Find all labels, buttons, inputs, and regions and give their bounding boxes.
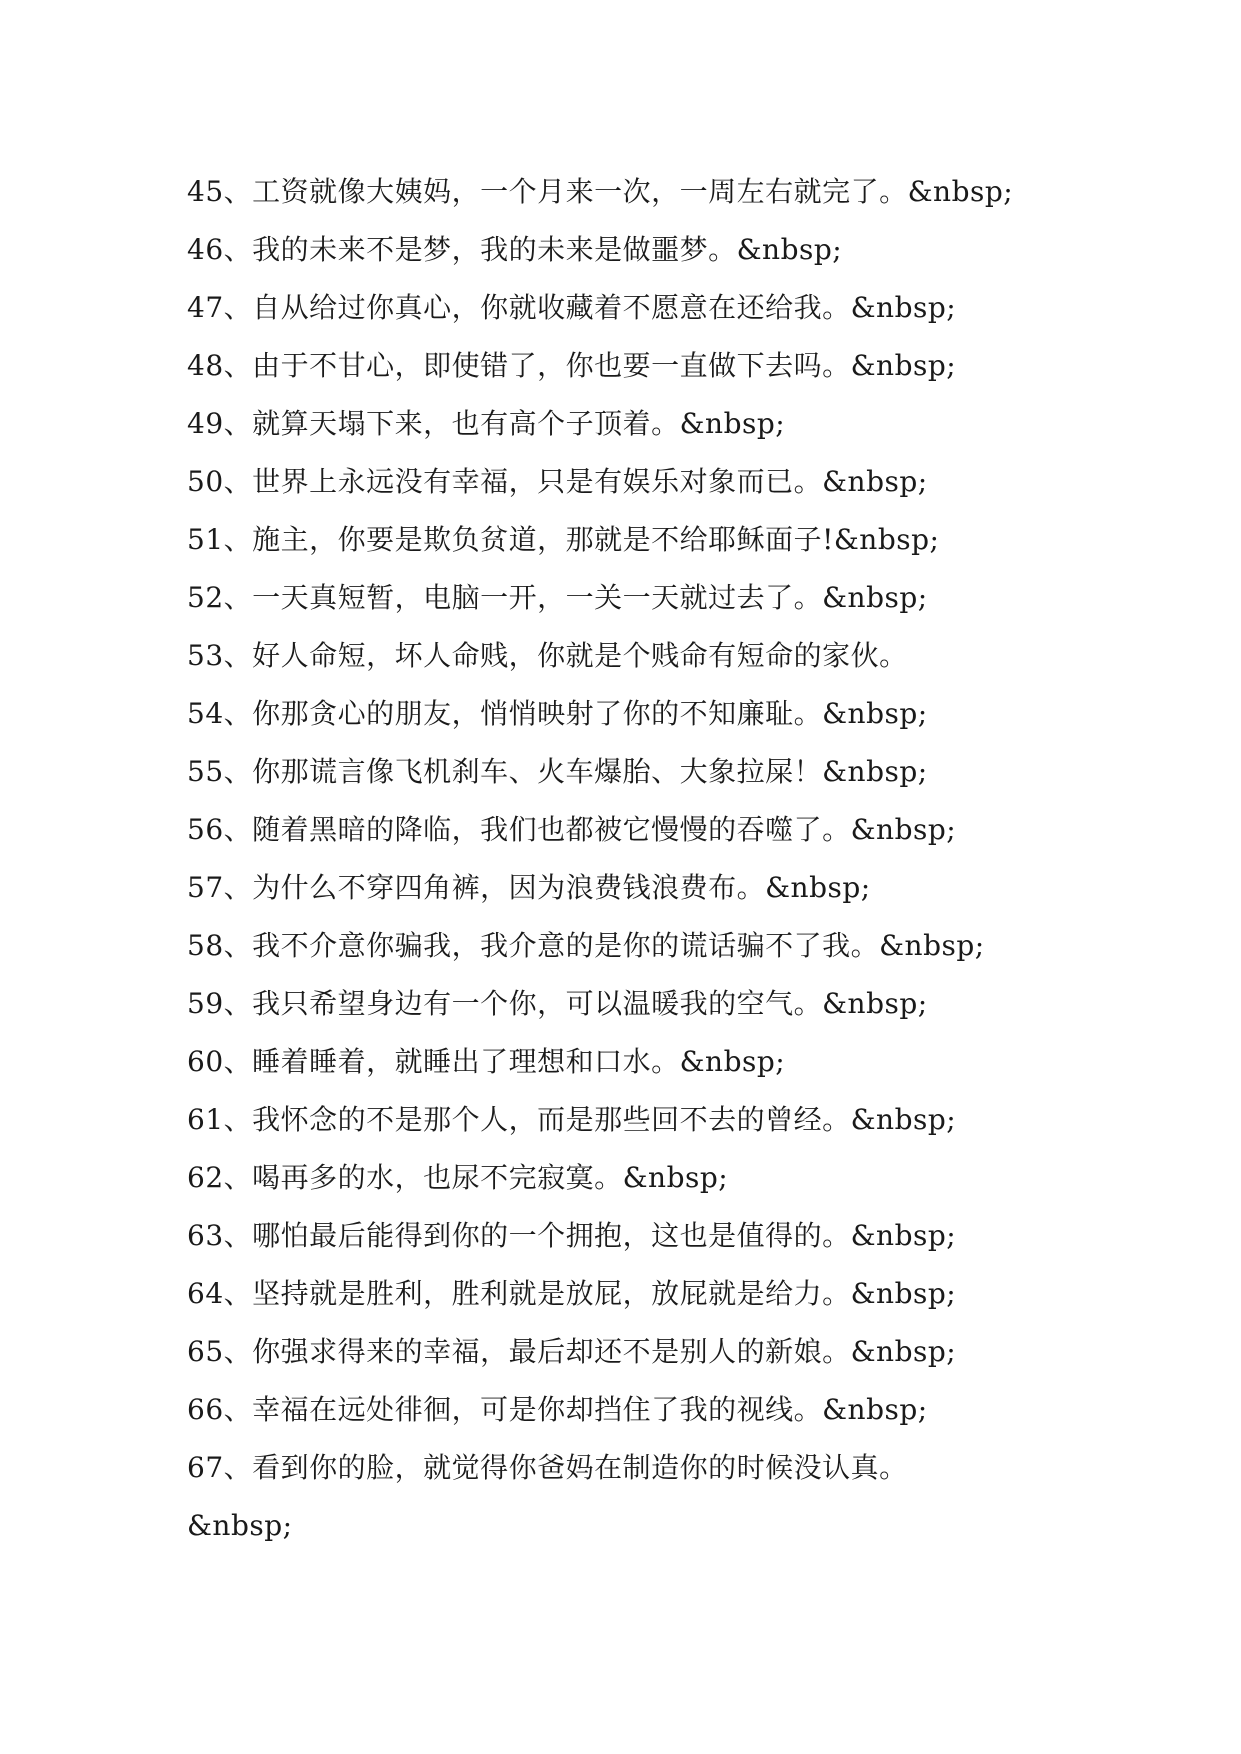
- text-line-59: 59、我只希望身边有一个你，可以温暖我的空气。&nbsp;: [187, 987, 928, 1020]
- text-line-56: 56、随着黑暗的降临，我们也都被它慢慢的吞噬了。&nbsp;: [187, 813, 957, 846]
- text-line-50: 50、世界上永远没有幸福，只是有娱乐对象而已。&nbsp;: [187, 465, 928, 498]
- text-line-62: 62、喝再多的水，也尿不完寂寞。&nbsp;: [187, 1161, 729, 1194]
- text-line-61: 61、我怀念的不是那个人，而是那些回不去的曾经。&nbsp;: [187, 1103, 957, 1136]
- text-line-60: 60、睡着睡着，就睡出了理想和口水。&nbsp;: [187, 1045, 786, 1078]
- text-line-55: 55、你那谎言像飞机刹车、火车爆胎、大象拉屎！&nbsp;: [187, 755, 928, 788]
- text-line-64: 64、坚持就是胜利，胜利就是放屁，放屁就是给力。&nbsp;: [187, 1277, 957, 1310]
- text-line-46: 46、我的未来不是梦，我的未来是做噩梦。&nbsp;: [187, 233, 843, 266]
- text-line-66: 66、幸福在远处徘徊，可是你却挡住了我的视线。&nbsp;: [187, 1393, 928, 1426]
- text-line-65: 65、你强求得来的幸福，最后却还不是别人的新娘。&nbsp;: [187, 1335, 957, 1368]
- text-line-58: 58、我不介意你骗我，我介意的是你的谎话骗不了我。&nbsp;: [187, 929, 985, 962]
- text-line-48: 48、由于不甘心，即使错了，你也要一直做下去吗。&nbsp;: [187, 349, 957, 382]
- text-line-57: 57、为什么不穿四角裤，因为浪费钱浪费布。&nbsp;: [187, 871, 871, 904]
- text-line-45: 45、工资就像大姨妈，一个月来一次，一周左右就完了。&nbsp;: [187, 175, 1014, 208]
- text-line-47: 47、自从给过你真心，你就收藏着不愿意在还给我。&nbsp;: [187, 291, 957, 324]
- text-line-trailing: &nbsp;: [187, 1509, 293, 1542]
- text-line-52: 52、一天真短暂，电脑一开，一关一天就过去了。&nbsp;: [187, 581, 928, 614]
- text-line-51: 51、施主，你要是欺负贫道，那就是不给耶稣面子!&nbsp;: [187, 523, 940, 556]
- text-line-63: 63、哪怕最后能得到你的一个拥抱，这也是值得的。&nbsp;: [187, 1219, 957, 1252]
- text-line-67: 67、看到你的脸，就觉得你爸妈在制造你的时候没认真。: [187, 1451, 908, 1484]
- text-line-54: 54、你那贪心的朋友，悄悄映射了你的不知廉耻。&nbsp;: [187, 697, 928, 730]
- document-text-body: [187, 163, 1087, 1555]
- text-line-53: 53、好人命短，坏人命贱，你就是个贱命有短命的家伙。: [187, 639, 908, 672]
- text-line-49: 49、就算天塌下来，也有高个子顶着。&nbsp;: [187, 407, 786, 440]
